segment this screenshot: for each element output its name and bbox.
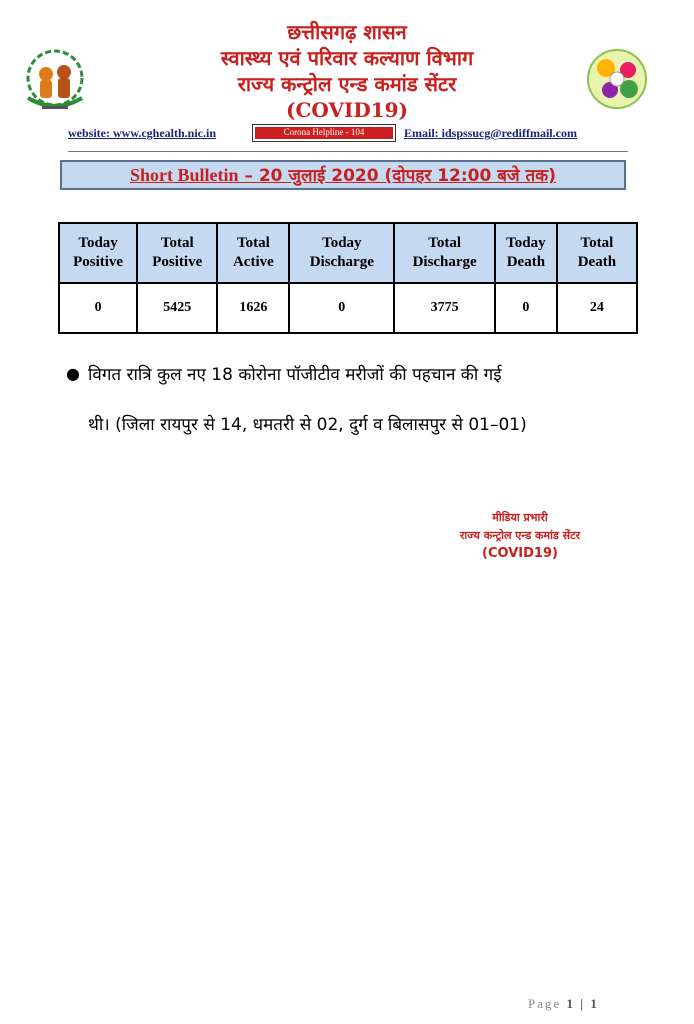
helpline-label: Corona Helpline - 104	[255, 127, 393, 139]
signature-covid19: (COVID19)	[482, 546, 558, 561]
helpline-box	[252, 124, 396, 142]
page-number: 1 | 1	[566, 996, 599, 1011]
header-divider	[68, 151, 628, 152]
value-total-death: 24	[557, 283, 637, 333]
bullet-text-line1: विगत रात्रि कुल नए 18 कोरोना पॉजीटीव मरीजों की पहचान की गई	[88, 365, 502, 385]
value-today-death: 0	[495, 283, 557, 333]
stats-table	[58, 222, 638, 334]
col-total-active: Total Active	[217, 223, 289, 283]
header-department: स्वास्थ्य एवं परिवार कल्याण विभाग	[220, 46, 474, 70]
col-today-positive: Today Positive	[59, 223, 137, 283]
stats-header-row	[59, 223, 637, 283]
contact-row	[68, 124, 628, 144]
col-total-discharge: Total Discharge	[394, 223, 495, 283]
page-label: Page	[528, 996, 562, 1011]
bulletin-title-bar	[60, 160, 626, 190]
page-footer	[528, 996, 599, 1012]
bulletin-title-en: Short Bulletin	[129, 165, 239, 185]
signature-command-center: राज्य कन्ट्रोल एन्ड कमांड सेंटर	[459, 529, 581, 542]
value-total-discharge: 3775	[394, 283, 495, 333]
header-covid19: (COVID19)	[286, 98, 408, 122]
col-today-discharge: Today Discharge	[289, 223, 394, 283]
stats-value-row	[59, 283, 637, 333]
bulletin-title-date: – 20 जुलाई 2020 (दोपहर 12:00 बजे तक)	[244, 166, 557, 186]
bullet-text-line2: थी। (जिला रायपुर से 14, धमतरी से 02, दुर्ग व बिलासपुर से 01–01)	[88, 415, 527, 435]
value-today-positive: 0	[59, 283, 137, 333]
header-state-govt: छत्तीसगढ़ शासन	[287, 20, 407, 44]
value-today-discharge: 0	[289, 283, 394, 333]
col-total-death: Total Death	[557, 223, 637, 283]
signature-media-incharge: मीडिया प्रभारी	[492, 511, 548, 524]
website-link[interactable]: website: www.cghealth.nic.in	[68, 126, 216, 140]
bullet-dot-icon: ●	[66, 364, 80, 383]
col-total-positive: Total Positive	[137, 223, 217, 283]
header-command-center: राज्य कन्ट्रोल एन्ड कमांड सेंटर	[237, 72, 457, 96]
value-total-positive: 5425	[137, 283, 217, 333]
email-link[interactable]: Email: idspssucg@rediffmail.com	[404, 126, 577, 140]
col-today-death: Today Death	[495, 223, 557, 283]
value-total-active: 1626	[217, 283, 289, 333]
